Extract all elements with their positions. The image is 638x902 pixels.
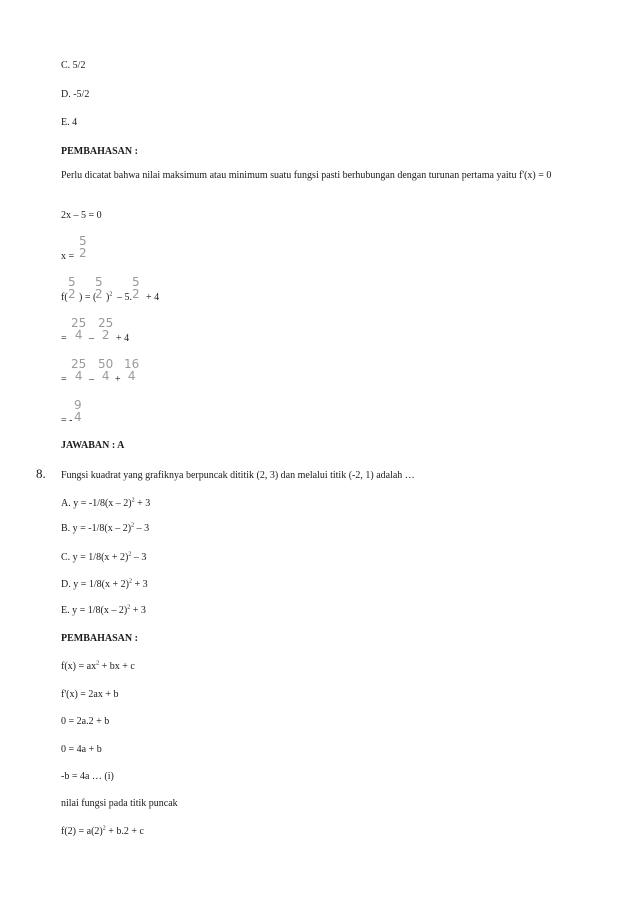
q7-option-e: E. 4 [61,117,78,128]
q7-intro-text: Perlu dicatat bahwa nilai maksimum atau minimum suatu fungsi pasti berhubungan dengan turunan pertama yaitu f'(x) = 0 [61,170,552,181]
q8-step-1-rest: + bx + c [99,661,135,672]
q8-step-2: f'(x) = 2ax + b [61,689,119,700]
fraction-numerator: 25 [71,357,87,371]
exponent-2: 2 [131,497,135,504]
q8-option-e [61,605,146,617]
fraction-denominator: 2 [95,287,103,301]
fraction-numerator: 5 [68,275,76,289]
q8-option-a-rest: + 3 [134,498,151,509]
q8-step-7-rest: + b.2 + c [105,826,144,837]
fraction-25-over-4 [71,317,86,341]
fraction-denominator: 2 [68,287,76,301]
q7-eq-sign: = [61,374,67,385]
q8-option-b-rest: – 3 [134,523,150,534]
q8-step-4: 0 = 4a + b [61,744,102,755]
exponent-2: 2 [128,578,132,585]
fraction-numerator: 50 [98,357,114,371]
fraction-9-over-4 [74,399,82,423]
q8-number: 8. [36,466,46,481]
q8-step-5: -b = 4a … (i) [61,771,114,782]
q8-step-7 [61,826,144,838]
fraction-numerator: 16 [124,357,140,371]
q8-option-d [61,579,148,591]
q7-minus: – [89,333,94,344]
fraction-25-over-2 [98,317,113,341]
fraction-denominator: 2 [101,328,110,342]
exponent-2: 2 [109,291,113,298]
q7-equation-1: 2x – 5 = 0 [61,210,102,221]
exponent-2: 2 [127,604,131,611]
q7-f-minus5: – 5. [117,292,132,303]
fraction-denominator: 4 [74,328,83,342]
fraction-denominator: 4 [74,410,82,424]
q7-f-close [106,292,112,304]
q7-f-paren: ) [106,292,110,303]
q7-eq-sign: = [61,333,67,344]
fraction-numerator: 25 [98,316,114,330]
q7-f-open: f( [61,292,68,303]
fraction-16-over-4 [124,358,139,382]
q8-pembahasan-heading: PEMBAHASAN : [61,633,138,644]
q7-plus: + [115,374,121,385]
fraction-numerator: 5 [132,275,140,289]
fraction-5-over-2 [132,276,140,300]
q8-step-3: 0 = 2a.2 + b [61,716,110,727]
q7-pembahasan-heading: PEMBAHASAN : [61,146,138,157]
q8-option-c-rest: – 3 [131,552,147,563]
q8-step-1 [61,661,135,673]
fraction-25-over-4 [71,358,86,382]
fraction-50-over-4 [98,358,113,382]
exponent-2: 2 [131,522,135,529]
fraction-numerator: 9 [74,398,82,412]
q7-jawaban: JAWABAN : A [61,440,125,451]
fraction-denominator: 2 [132,287,140,301]
q8-step-1-text: f(x) = ax [61,661,97,672]
q8-option-a-text: A. y = -1/8(x – 2) [61,498,132,509]
q7-option-c: C. 5/2 [61,60,86,71]
fraction-5-over-2 [68,276,76,300]
exponent-2: 2 [128,551,132,558]
q7-f-mid: ) = ( [79,292,97,303]
exponent-2: 2 [102,825,106,832]
q8-option-e-text: E. y = 1/8(x – 2) [61,605,128,616]
q8-option-c-text: C. y = 1/8(x + 2) [61,552,129,563]
fraction-denominator: 4 [127,369,136,383]
fraction-numerator: 25 [71,316,87,330]
fraction-5-over-2 [95,276,103,300]
q8-option-c [61,552,146,564]
q8-question: Fungsi kuadrat yang grafiknya berpuncak dititik (2, 3) dan melalui titik (-2, 1) adalah … [61,470,415,481]
q8-option-d-rest: + 3 [131,579,148,590]
q7-eq-neg: = - [61,415,73,426]
q8-option-d-text: D. y = 1/8(x + 2) [61,579,129,590]
q7-x-label: x = [61,251,75,262]
q8-option-e-rest: + 3 [130,605,146,616]
exponent-2: 2 [96,660,100,667]
fraction-denominator: 4 [74,369,83,383]
fraction-numerator: 5 [79,234,87,248]
q8-step-7-text: f(2) = a(2) [61,826,103,837]
q7-f-plus4: + 4 [146,292,160,303]
fraction-denominator: 4 [101,369,110,383]
q7-option-d: D. -5/2 [61,89,90,100]
fraction-5-over-2 [79,235,87,259]
q8-option-b-text: B. y = -1/8(x – 2) [61,523,132,534]
q7-minus: – [89,374,94,385]
q8-option-b [61,523,149,535]
q8-option-a [61,498,150,510]
fraction-denominator: 2 [79,246,87,260]
q8-step-6: nilai fungsi pada titik puncak [61,798,178,809]
q7-plus4: + 4 [116,333,130,344]
fraction-numerator: 5 [95,275,103,289]
